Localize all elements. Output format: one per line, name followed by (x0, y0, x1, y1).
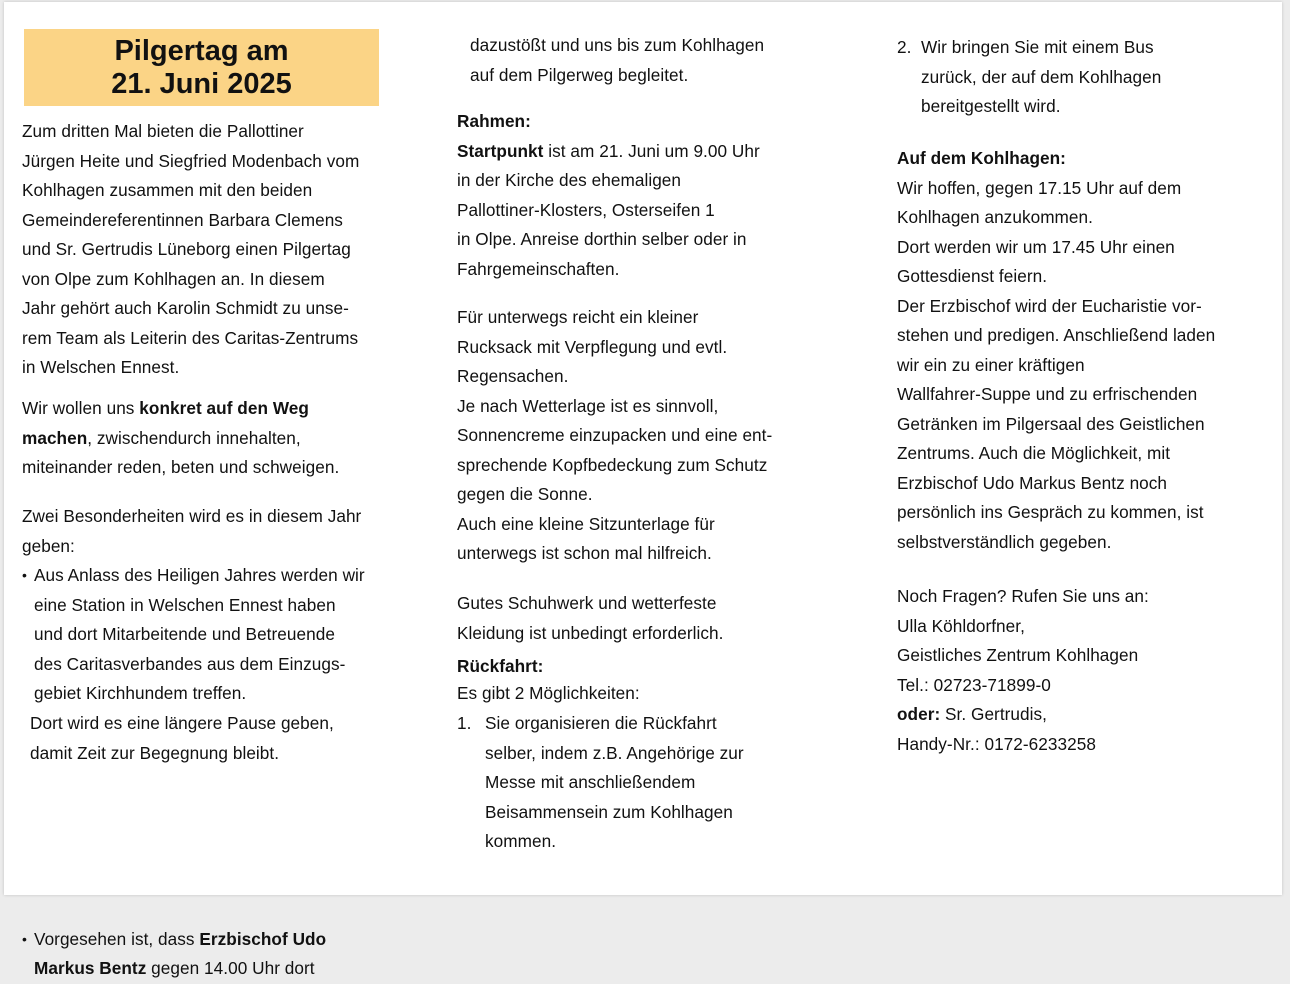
text-line: dazustößt und uns bis zum Kohlhagen (470, 35, 765, 55)
contact-section (897, 582, 1277, 759)
text-line: oder: Sr. Gertrudis, (897, 704, 1047, 724)
text-line: Messe mit anschließendem (485, 772, 696, 792)
column-1 (22, 2, 422, 978)
text-line: auf dem Pilgerweg begleitet. (470, 64, 689, 85)
text-line: Startpunkt ist am 21. Juni um 9.00 Uhr (457, 140, 760, 161)
bullet-icon: • (22, 930, 27, 947)
text-line: und Sr. Gertrudis Lüneborg einen Pilgertag (22, 239, 351, 259)
bullet-item-erzbischof (22, 925, 434, 984)
text-line: Rucksack mit Verpflegung und evtl. (457, 336, 728, 357)
text-line: und dort Mitarbeitende und Betreuende (34, 624, 335, 644)
text-line: Regensachen. (457, 366, 569, 386)
text-line: Aus Anlass des Heiligen Jahres werden wir (34, 565, 365, 585)
list-number: 1. (457, 713, 472, 733)
text-line: des Caritasverbandes aus dem Einzugs- (34, 653, 346, 674)
text-line: Je nach Wetterlage ist es sinnvoll, (457, 395, 719, 416)
text-line: machen, zwischendurch innehalten, (22, 427, 301, 448)
rueckfahrt-option-2 (897, 33, 1290, 122)
text-line: Kohlhagen zusammen mit den beiden (22, 180, 313, 200)
text-line: Sonnencreme einzupacken und eine ent- (457, 425, 773, 445)
text-line: Wir hoffen, gegen 17.15 Uhr auf dem (897, 177, 1182, 198)
text-line: sprechende Kopfbedeckung zum Schutz (457, 454, 768, 475)
list-number: 2. (897, 37, 912, 57)
text-line: damit Zeit zur Begegnung bleibt. (30, 742, 280, 763)
text-line: Kohlhagen anzukommen. (897, 207, 1093, 227)
text-line: Es gibt 2 Möglichkeiten: (457, 683, 640, 703)
text-line: Gemeindereferentinnen Barbara Clemens (22, 209, 343, 230)
text-line: selber, indem z.B. Angehörige zur (485, 742, 744, 763)
rueckfahrt-section (457, 653, 867, 707)
unterwegs-paragraph (457, 303, 867, 569)
text-line: Getränken im Pilgersaal des Geistlichen (897, 413, 1205, 434)
text-line: persönlich ins Gespräch zu kommen, ist (897, 502, 1204, 522)
text-line: geben: (22, 535, 75, 556)
rueckfahrt-option-1 (457, 709, 895, 857)
text-line: Wallfahrer-Suppe und zu erfrischenden (897, 384, 1198, 404)
text-line: Dort werden wir um 17.45 Uhr einen (897, 236, 1175, 257)
text-line: Gottesdienst feiern. (897, 266, 1048, 286)
pause-paragraph (22, 709, 430, 768)
text-line: Ulla Köhldorfner, (897, 615, 1025, 636)
text-line: von Olpe zum Kohlhagen an. In diesem (22, 268, 325, 289)
text-line: Jürgen Heite und Siegfried Modenbach vom (22, 150, 360, 171)
text-line: kommen. (485, 831, 557, 851)
text-line: unterwegs ist schon mal hilfreich. (457, 543, 712, 563)
text-line: in Olpe. Anreise dorthin selber oder in (457, 229, 747, 249)
rahmen-heading: Rahmen: (457, 111, 531, 131)
continuation-paragraph (457, 31, 880, 90)
rahmen-section (457, 107, 867, 284)
text-line: zurück, der auf dem Kohlhagen (921, 66, 1162, 87)
flyer-page (4, 2, 1282, 978)
text-line: selbstverständlich gegeben. (897, 531, 1112, 552)
title-line-2: 21. Juni 2025 (111, 68, 292, 100)
text-line: Beisammensein zum Kohlhagen (485, 801, 733, 822)
text-line: Kleidung ist unbedingt erforderlich. (457, 622, 724, 643)
phone-number: Tel.: 02723-71899-0 (897, 674, 1051, 695)
text-line: Vorgesehen ist, dass Erzbischof Udo (34, 928, 327, 949)
kohlhagen-heading: Auf dem Kohlhagen: (897, 148, 1066, 168)
text-line: Fahrgemeinschaften. (457, 258, 620, 279)
text-line: Für unterwegs reicht ein kleiner (457, 307, 699, 327)
text-line: Erzbischof Udo Markus Bentz noch (897, 472, 1168, 493)
intro-paragraph (22, 117, 422, 383)
wollen-paragraph (22, 394, 422, 483)
mobile-number: Handy-Nr.: 0172-6233258 (897, 733, 1096, 754)
text-line: Geistliches Zentrum Kohlhagen (897, 645, 1139, 665)
text-line: stehen und predigen. Anschließend laden (897, 325, 1216, 345)
kohlhagen-section (897, 144, 1277, 557)
text-line: gegen die Sonne. (457, 484, 593, 504)
text-line: Jahr gehört auch Karolin Schmidt zu unse- (22, 298, 349, 318)
besonderheiten-paragraph (22, 502, 422, 561)
rueckfahrt-heading: Rückfahrt: (457, 656, 544, 676)
text-line: Der Erzbischof wird der Eucharistie vor- (897, 295, 1202, 316)
text-line: Gutes Schuhwerk und wetterfeste (457, 593, 717, 613)
text-line: in Welschen Ennest. (22, 357, 180, 377)
title-line-1: Pilgertag am (114, 35, 289, 67)
text-line: Wir wollen uns konkret auf den Weg (22, 398, 309, 418)
column-2 (457, 2, 867, 851)
column-3 (897, 2, 1277, 754)
text-line: Zwei Besonderheiten wird es in diesem Jahr (22, 506, 362, 526)
text-line: Auch eine kleine Sitzunterlage für (457, 513, 715, 534)
bullet-item-station (22, 561, 434, 709)
text-line: Dort wird es eine längere Pause geben, (30, 713, 334, 733)
text-line: Zum dritten Mal bieten die Pallottiner (22, 121, 304, 141)
text-line: bereitgestellt wird. (921, 96, 1061, 116)
bullet-icon: • (22, 567, 27, 583)
text-line: Sie organisieren die Rückfahrt (485, 713, 717, 733)
text-line: Zentrums. Auch die Möglichkeit, mit (897, 443, 1171, 463)
text-line: miteinander reden, beten und schweigen. (22, 457, 340, 477)
text-line: rem Team als Leiterin des Caritas-Zentrums (22, 327, 359, 348)
text-line: in der Kirche des ehemaligen (457, 170, 682, 190)
text-line: Wir bringen Sie mit einem Bus (921, 37, 1154, 57)
text-line: Markus Bentz gegen 14.00 Uhr dort (34, 958, 315, 978)
text-line: eine Station in Welschen Ennest haben (34, 594, 336, 615)
text-line: Noch Fragen? Rufen Sie uns an: (897, 586, 1149, 606)
text-line: Pallottiner-Klosters, Osterseifen 1 (457, 199, 715, 220)
schuhwerk-paragraph (457, 589, 867, 648)
text-line: wir ein zu einer kräftigen (897, 354, 1085, 375)
text-line: gebiet Kirchhundem treffen. (34, 683, 247, 703)
